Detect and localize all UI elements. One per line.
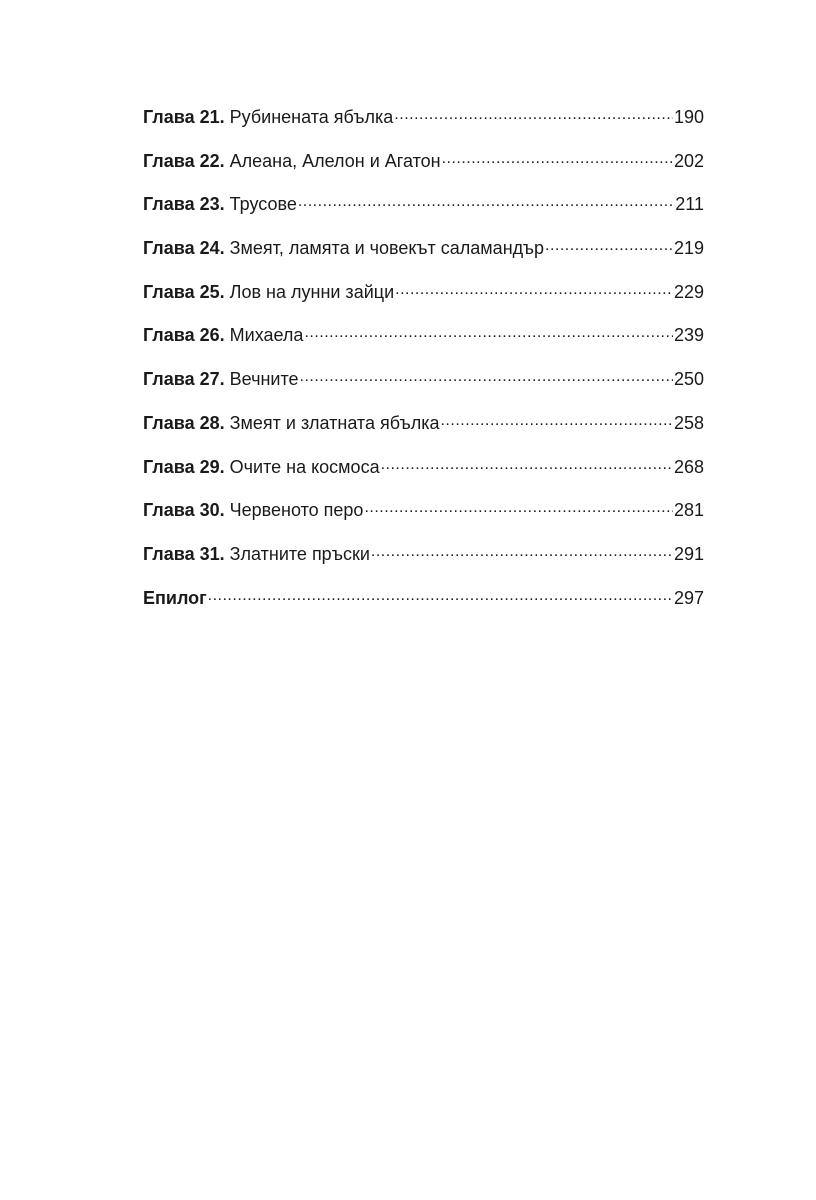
dot-leader [304,323,673,341]
chapter-title: Очите на космоса [229,456,380,477]
chapter-number: 21. [199,107,225,127]
dot-leader [442,149,673,167]
dot-leader [298,192,674,210]
toc-entry-label [143,191,297,217]
chapter-title: Алеана, Алелон и Агатон [229,150,441,171]
toc-entry-label [143,454,380,480]
toc-entry-chapter-31 [143,541,704,585]
toc-entry-chapter-30 [143,497,704,541]
dot-leader [394,105,673,123]
page-number: 268 [673,456,704,477]
page-number: 297 [673,587,704,608]
chapter-prefix: Глава [143,107,195,127]
chapter-title: Михаела [229,325,304,346]
chapter-prefix: Глава [143,369,195,390]
chapter-title: Трусове [229,194,297,215]
page-number: 229 [673,281,704,302]
dot-leader [395,280,673,298]
chapter-number: 24. [199,238,225,259]
toc-entry-chapter-24 [143,235,704,279]
toc-entry-chapter-23 [143,191,704,235]
chapter-title: Рубинената ябълка [229,107,394,127]
toc-entry-label [143,322,303,348]
chapter-prefix: Глава [143,150,195,171]
chapter-title: Златните пръски [229,543,370,564]
dot-leader [364,498,673,516]
toc-entry-label [143,279,394,305]
table-of-contents [143,104,704,628]
page-number: 219 [673,238,704,259]
page-number: 258 [673,412,704,433]
chapter-prefix: Глава [143,325,195,346]
chapter-number: 26. [199,325,225,346]
chapter-prefix: Глава [143,543,195,564]
dot-leader [300,367,673,385]
page-number: 202 [673,150,704,171]
page-number: 239 [673,325,704,346]
dot-leader [381,455,673,473]
dot-leader [545,236,673,254]
toc-entry-label [143,366,299,392]
chapter-number: 23. [199,194,225,215]
toc-entry-chapter-21 [143,104,704,148]
chapter-title: Змеят, ламята и човекът саламандър [229,238,545,259]
page-number: 281 [673,500,704,521]
chapter-number: 27. [199,369,225,390]
chapter-prefix: Глава [143,281,195,302]
chapter-title: Вечните [229,369,299,390]
chapter-prefix: Глава [143,194,195,215]
toc-entry-label [143,497,363,523]
page-number: 211 [675,194,704,215]
toc-entry-chapter-26 [143,322,704,366]
chapter-title: Червеното перо [229,500,364,521]
toc-entry-chapter-25 [143,279,704,323]
toc-entry-chapter-27 [143,366,704,410]
chapter-number: 29. [199,456,225,477]
chapter-title: Лов на лунни зайци [229,281,395,302]
chapter-number: 25. [199,281,225,302]
toc-entry-label [143,235,544,261]
page-number: 190 [673,107,704,127]
dot-leader [371,542,673,560]
toc-entry-label [143,541,370,567]
chapter-number: 28. [199,412,225,433]
chapter-prefix: Глава [143,412,195,433]
toc-entry-label [143,148,441,174]
chapter-number: 30. [199,500,225,521]
chapter-prefix: Глава [143,500,195,521]
dot-leader [440,411,672,429]
toc-entry-label [143,104,393,130]
epilogue-title: Епилог [143,587,207,608]
toc-entry-label [143,410,439,436]
chapter-prefix: Глава [143,238,195,259]
chapter-title: Змеят и златната ябълка [229,412,440,433]
dot-leader [208,586,673,604]
toc-entry-epilogue [143,585,704,629]
toc-entry-chapter-29 [143,454,704,498]
toc-entry-chapter-22 [143,148,704,192]
chapter-prefix: Глава [143,456,195,477]
page-number: 291 [673,543,704,564]
chapter-number: 22. [199,150,225,171]
page-number: 250 [673,369,704,390]
chapter-number: 31. [199,543,225,564]
toc-entry-chapter-28 [143,410,704,454]
